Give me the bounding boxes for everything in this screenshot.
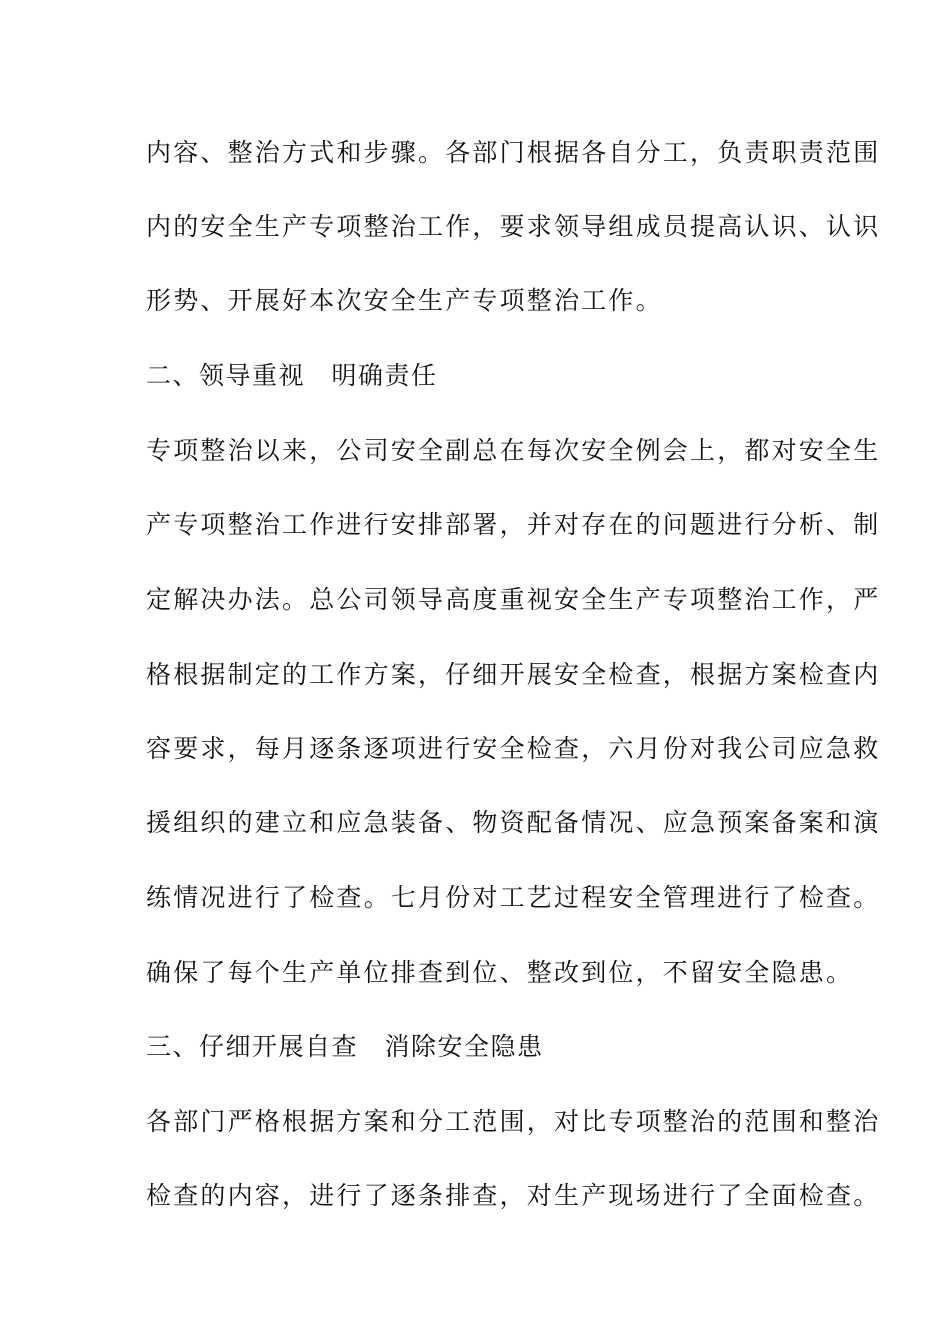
body-text-line: 定解决办法。总公司领导高度重视安全生产专项整治工作，严 [146,585,881,614]
body-text-line: 检查的内容，进行了逐条排查，对生产现场进行了全面检查。 [146,1181,881,1210]
body-text-line: 援组织的建立和应急装备、物资配备情况、应急预案备案和演 [146,808,881,837]
section-heading: 三、仔细开展自查 消除安全隐患 [146,1032,544,1061]
section-heading: 二、领导重视 明确责任 [146,361,438,390]
body-text-line: 内容、整治方式和步骤。各部门根据各自分工，负责职责范围 [146,138,881,167]
body-text-line: 专项整治以来，公司安全副总在每次安全例会上，都对安全生 [146,436,881,465]
body-text-line: 容要求，每月逐条逐项进行安全检查，六月份对我公司应急救 [146,734,881,763]
body-text-line: 内的安全生产专项整治工作，要求领导组成员提高认识、认识 [146,212,881,241]
body-text-line: 各部门严格根据方案和分工范围，对比专项整治的范围和整治 [146,1107,881,1136]
body-text-line: 产专项整治工作进行安排部署，并对存在的问题进行分析、制 [146,510,881,539]
body-text-line: 形势、开展好本次安全生产专项整治工作。 [146,286,663,315]
body-text-line: 练情况进行了检查。七月份对工艺过程安全管理进行了检查。 [146,883,881,912]
body-text-line: 确保了每个生产单位排查到位、整改到位，不留安全隐患。 [146,958,854,987]
body-text-line: 格根据制定的工作方案，仔细开展安全检查，根据方案检查内 [146,660,881,689]
